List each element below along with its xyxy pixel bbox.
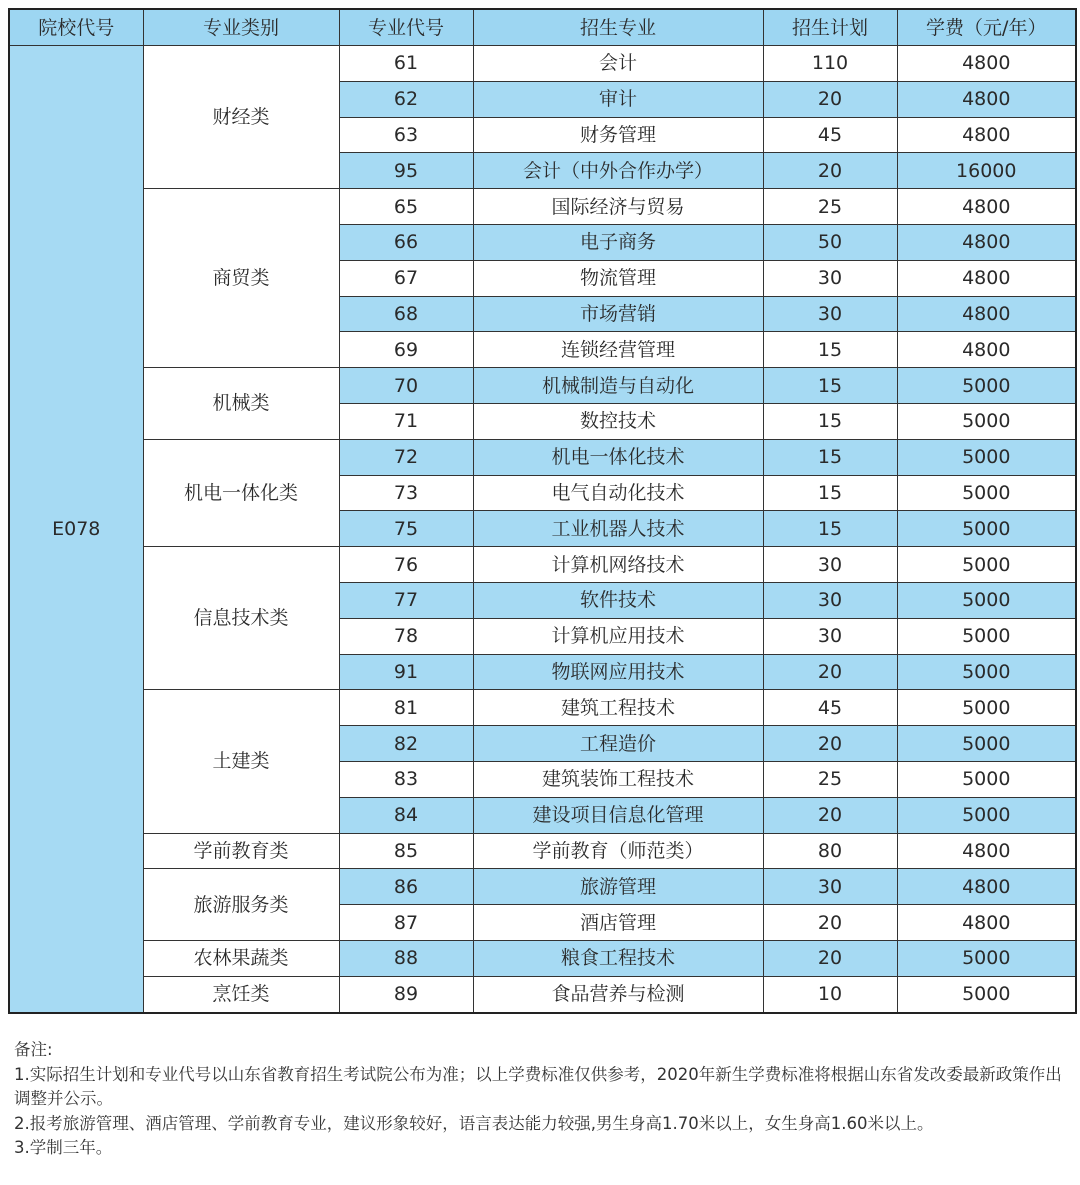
- major-name-cell: 机械制造与自动化: [473, 368, 763, 404]
- major-name-cell: 数控技术: [473, 403, 763, 439]
- major-code-cell: 81: [339, 690, 473, 726]
- fee-cell: 4800: [897, 833, 1076, 869]
- school-code-cell: E078: [9, 46, 143, 1013]
- fee-cell: 4800: [897, 189, 1076, 225]
- plan-cell: 15: [763, 439, 897, 475]
- fee-cell: 4800: [897, 296, 1076, 332]
- fee-cell: 5000: [897, 618, 1076, 654]
- plan-cell: 45: [763, 117, 897, 153]
- notes-title: 备注:: [14, 1040, 53, 1059]
- major-name-cell: 学前教育（师范类）: [473, 833, 763, 869]
- major-code-cell: 84: [339, 797, 473, 833]
- plan-cell: 10: [763, 976, 897, 1012]
- major-name-cell: 食品营养与检测: [473, 976, 763, 1012]
- table-row: [9, 189, 1076, 225]
- fee-cell: 5000: [897, 439, 1076, 475]
- plan-cell: 15: [763, 368, 897, 404]
- plan-cell: 30: [763, 296, 897, 332]
- major-code-cell: 91: [339, 654, 473, 690]
- fee-cell: 5000: [897, 654, 1076, 690]
- fee-cell: 5000: [897, 403, 1076, 439]
- category-cell: 机电一体化类: [143, 439, 339, 546]
- category-cell: 旅游服务类: [143, 869, 339, 941]
- fee-cell: 4800: [897, 332, 1076, 368]
- major-name-cell: 建筑工程技术: [473, 690, 763, 726]
- plan-cell: 110: [763, 46, 897, 82]
- major-name-cell: 市场营销: [473, 296, 763, 332]
- fee-cell: 5000: [897, 797, 1076, 833]
- plan-cell: 20: [763, 905, 897, 941]
- fee-cell: 5000: [897, 940, 1076, 976]
- major-code-cell: 72: [339, 439, 473, 475]
- fee-cell: 5000: [897, 976, 1076, 1012]
- plan-cell: 15: [763, 475, 897, 511]
- plan-cell: 30: [763, 618, 897, 654]
- major-name-cell: 连锁经营管理: [473, 332, 763, 368]
- plan-cell: 20: [763, 797, 897, 833]
- major-name-cell: 会计: [473, 46, 763, 82]
- plan-cell: 20: [763, 940, 897, 976]
- major-code-cell: 70: [339, 368, 473, 404]
- table-row: [9, 690, 1076, 726]
- major-code-cell: 88: [339, 940, 473, 976]
- major-code-cell: 71: [339, 403, 473, 439]
- header-category: 专业类别: [143, 9, 339, 46]
- table-header-row: [9, 9, 1076, 46]
- major-code-cell: 86: [339, 869, 473, 905]
- major-code-cell: 76: [339, 547, 473, 583]
- fee-cell: 16000: [897, 153, 1076, 189]
- major-code-cell: 67: [339, 260, 473, 296]
- major-code-cell: 62: [339, 81, 473, 117]
- major-name-cell: 建设项目信息化管理: [473, 797, 763, 833]
- plan-cell: 20: [763, 726, 897, 762]
- category-cell: 机械类: [143, 368, 339, 440]
- major-name-cell: 电气自动化技术: [473, 475, 763, 511]
- major-code-cell: 77: [339, 582, 473, 618]
- major-code-cell: 69: [339, 332, 473, 368]
- table-row: [9, 869, 1076, 905]
- plan-cell: 30: [763, 547, 897, 583]
- major-name-cell: 物联网应用技术: [473, 654, 763, 690]
- plan-cell: 15: [763, 332, 897, 368]
- fee-cell: 4800: [897, 46, 1076, 82]
- category-cell: 学前教育类: [143, 833, 339, 869]
- table-body: [9, 46, 1076, 1013]
- table-row: [9, 439, 1076, 475]
- major-name-cell: 物流管理: [473, 260, 763, 296]
- fee-cell: 4800: [897, 869, 1076, 905]
- major-name-cell: 财务管理: [473, 117, 763, 153]
- fee-cell: 4800: [897, 224, 1076, 260]
- table-row: [9, 547, 1076, 583]
- note-item: 3.学制三年。: [14, 1138, 113, 1157]
- category-cell: 土建类: [143, 690, 339, 833]
- major-code-cell: 66: [339, 224, 473, 260]
- notes-section: [14, 1038, 1074, 1161]
- header-plan: 招生计划: [763, 9, 897, 46]
- major-name-cell: 工程造价: [473, 726, 763, 762]
- note-item: 2.报考旅游管理、酒店管理、学前教育专业，建议形象较好，语言表达能力较强,男生身高1.70米以上，女生身高1.60米以上。: [14, 1113, 934, 1133]
- fee-cell: 4800: [897, 81, 1076, 117]
- table-row: [9, 46, 1076, 82]
- table-row: [9, 940, 1076, 976]
- plan-cell: 30: [763, 869, 897, 905]
- major-code-cell: 83: [339, 761, 473, 797]
- category-cell: 信息技术类: [143, 547, 339, 690]
- plan-cell: 80: [763, 833, 897, 869]
- fee-cell: 4800: [897, 905, 1076, 941]
- fee-cell: 5000: [897, 547, 1076, 583]
- category-cell: 商贸类: [143, 189, 339, 368]
- enrollment-table: [8, 8, 1077, 1014]
- enrollment-table-container: [8, 8, 1075, 1014]
- plan-cell: 25: [763, 761, 897, 797]
- major-name-cell: 电子商务: [473, 224, 763, 260]
- fee-cell: 5000: [897, 475, 1076, 511]
- plan-cell: 25: [763, 189, 897, 225]
- fee-cell: 4800: [897, 260, 1076, 296]
- major-name-cell: 工业机器人技术: [473, 511, 763, 547]
- major-code-cell: 82: [339, 726, 473, 762]
- plan-cell: 45: [763, 690, 897, 726]
- note-item: 1.实际招生计划和专业代号以山东省教育招生考试院公布为准；以上学费标准仅供参考，2020年新生学费标准将根据山东省发改委最新政策作出调整并公示。: [14, 1064, 1062, 1108]
- table-row: [9, 976, 1076, 1012]
- plan-cell: 15: [763, 511, 897, 547]
- plan-cell: 20: [763, 654, 897, 690]
- fee-cell: 5000: [897, 511, 1076, 547]
- major-name-cell: 审计: [473, 81, 763, 117]
- major-name-cell: 会计（中外合作办学）: [473, 153, 763, 189]
- major-name-cell: 软件技术: [473, 582, 763, 618]
- category-cell: 财经类: [143, 46, 339, 189]
- major-code-cell: 78: [339, 618, 473, 654]
- plan-cell: 20: [763, 153, 897, 189]
- major-code-cell: 63: [339, 117, 473, 153]
- plan-cell: 20: [763, 81, 897, 117]
- category-cell: 农林果蔬类: [143, 940, 339, 976]
- major-code-cell: 95: [339, 153, 473, 189]
- major-code-cell: 87: [339, 905, 473, 941]
- fee-cell: 5000: [897, 726, 1076, 762]
- header-school-code: 院校代号: [9, 9, 143, 46]
- major-code-cell: 65: [339, 189, 473, 225]
- plan-cell: 50: [763, 224, 897, 260]
- fee-cell: 5000: [897, 690, 1076, 726]
- plan-cell: 15: [763, 403, 897, 439]
- plan-cell: 30: [763, 260, 897, 296]
- table-row: [9, 833, 1076, 869]
- major-name-cell: 建筑装饰工程技术: [473, 761, 763, 797]
- category-cell: 烹饪类: [143, 976, 339, 1012]
- major-code-cell: 75: [339, 511, 473, 547]
- major-code-cell: 89: [339, 976, 473, 1012]
- major-name-cell: 旅游管理: [473, 869, 763, 905]
- fee-cell: 5000: [897, 368, 1076, 404]
- major-name-cell: 国际经济与贸易: [473, 189, 763, 225]
- major-name-cell: 计算机网络技术: [473, 547, 763, 583]
- header-fee: 学费（元/年）: [897, 9, 1076, 46]
- header-major: 招生专业: [473, 9, 763, 46]
- table-row: [9, 368, 1076, 404]
- major-code-cell: 73: [339, 475, 473, 511]
- major-name-cell: 机电一体化技术: [473, 439, 763, 475]
- fee-cell: 5000: [897, 761, 1076, 797]
- major-name-cell: 粮食工程技术: [473, 940, 763, 976]
- major-name-cell: 计算机应用技术: [473, 618, 763, 654]
- major-code-cell: 85: [339, 833, 473, 869]
- major-code-cell: 61: [339, 46, 473, 82]
- header-major-code: 专业代号: [339, 9, 473, 46]
- plan-cell: 30: [763, 582, 897, 618]
- fee-cell: 4800: [897, 117, 1076, 153]
- major-code-cell: 68: [339, 296, 473, 332]
- major-name-cell: 酒店管理: [473, 905, 763, 941]
- fee-cell: 5000: [897, 582, 1076, 618]
